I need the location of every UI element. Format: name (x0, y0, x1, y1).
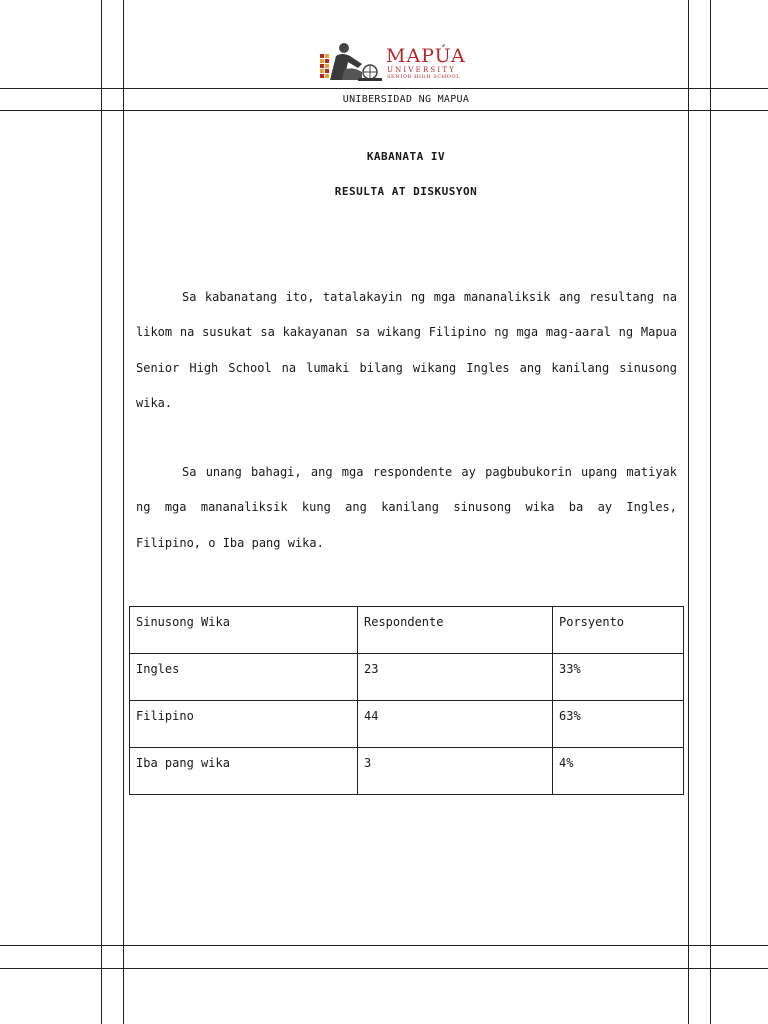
table-row (130, 701, 684, 748)
cell-percent: 33% (553, 654, 684, 701)
logo-wordmark: MAPÚA (386, 45, 466, 67)
logo-emblem-icon (318, 40, 384, 84)
logo-subtitle-shs: SENIOR HIGH SCHOOL (387, 74, 461, 80)
cell-percent: 4% (553, 748, 684, 795)
border-line-right-outer (710, 0, 711, 1024)
header-porsyento: Porsyento (553, 607, 684, 654)
cell-percent: 63% (553, 701, 684, 748)
university-header: UNIBERSIDAD NG MAPUA (342, 94, 470, 105)
header-respondente: Respondente (358, 607, 553, 654)
border-line-top-2 (0, 110, 768, 111)
cell-language: Filipino (130, 701, 358, 748)
cell-respondents: 44 (358, 701, 553, 748)
border-line-bottom-2 (0, 968, 768, 969)
border-line-top-1 (0, 88, 768, 89)
university-logo (318, 40, 468, 84)
border-line-bottom-1 (0, 945, 768, 946)
paragraph-first-section: Sa unang bahagi, ang mga respondente ay pagbubukorin upang matiyak ng mga mananaliksik kung ang kanilang sinusong wika ba ay Ingles, Filipino, o Iba pang wika. (136, 465, 677, 550)
cell-language: Ingles (130, 654, 358, 701)
table-row (130, 748, 684, 795)
header-sinusong-wika: Sinusong Wika (130, 607, 358, 654)
results-table (129, 606, 684, 795)
table-row (130, 654, 684, 701)
cell-respondents: 3 (358, 748, 553, 795)
chapter-title: RESULTA AT DISKUSYON (334, 185, 478, 198)
border-line-right-inner (688, 0, 689, 1024)
border-line-left-outer (101, 0, 102, 1024)
cell-language: Iba pang wika (130, 748, 358, 795)
paragraph-intro: Sa kabanatang ito, tatalakayin ng mga mananaliksik ang resultang na likom na susukat sa kakayanan sa wikang Filipino ng mga mag-aaral ng Mapua Senior High School na lumaki bilang wikang Ingles ang kanilang sinusong wika. (136, 290, 677, 410)
table-header-row (130, 607, 684, 654)
cell-respondents: 23 (358, 654, 553, 701)
logo-subtitle-university: UNIVERSITY (387, 66, 457, 74)
chapter-number: KABANATA IV (366, 150, 446, 163)
